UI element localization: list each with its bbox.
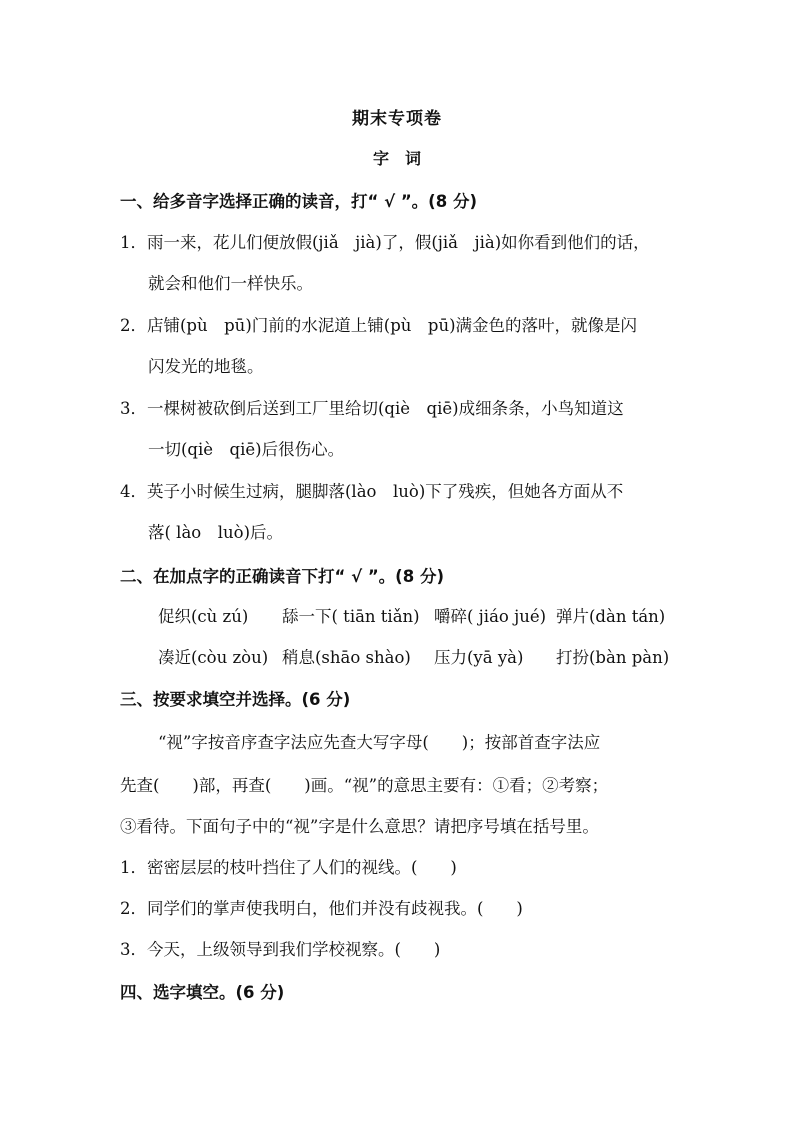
section2-word-row-1	[158, 605, 665, 629]
section3-item2: 2．同学们的掌声使我明白，他们并没有歧视我。( )	[120, 899, 523, 918]
section1-item3-line2: 一切(qiè qiē)后很伤心。	[148, 440, 345, 459]
section1-item2-line2: 闪发光的地毯。	[148, 357, 264, 376]
section3-heading: 三、按要求填空并选择。(6 分)	[120, 690, 351, 709]
word-item: 弹片(dàn tán)	[556, 607, 666, 626]
section3-item1: 1．密密层层的枝叶挡住了人们的视线。( )	[120, 858, 457, 877]
page-title: 期末专项卷	[352, 109, 442, 129]
section3-para-line1: “视”字按音序查字法应先查大写字母( )；按部首查字法应	[158, 733, 601, 752]
word-item: 打扮(bàn pàn)	[556, 648, 670, 667]
word-item: 促织(cù zú)	[158, 607, 249, 626]
word-item: 嚼碎( jiáo jué)	[434, 607, 547, 626]
section1-item4-line1: 4．英子小时候生过病，腿脚落(lào luò)下了残疾，但她各方面从不	[120, 482, 624, 501]
section1-item1-line2: 就会和他们一样快乐。	[148, 274, 313, 293]
word-item: 凑近(còu zòu)	[158, 648, 269, 667]
section1-item1-line1: 1．雨一来，花儿们便放假(jiǎ jià)了，假(jiǎ jià)如你看到他们的话，	[120, 233, 650, 252]
section1-heading: 一、给多音字选择正确的读音，打“ √ ”。(8 分)	[120, 192, 477, 211]
section1-item3-line1: 3．一棵树被砍倒后送到工厂里给切(qiè qiē)成细条条，小鸟知道这	[120, 399, 624, 418]
word-item: 舔一下( tiān tiǎn)	[282, 607, 420, 626]
section1-item4-line2: 落( lào luò)后。	[148, 523, 284, 542]
page-subtitle: 字 词	[372, 149, 421, 168]
section2-word-row-2	[158, 646, 669, 670]
word-item: 压力(yā yà)	[434, 648, 524, 667]
section1-item2-line1: 2．店铺(pù pū)门前的水泥道上铺(pù pū)满金色的落叶，就像是闪	[120, 316, 638, 335]
section3-item3: 3．今天，上级领导到我们学校视察。( )	[120, 940, 441, 959]
section2-heading: 二、在加点字的正确读音下打“ √ ”。(8 分)	[120, 567, 444, 586]
section3-para-line2: 先查( )部，再查( )画。“视”的意思主要有：①看；②考察；	[120, 776, 609, 795]
word-item: 稍息(shāo shào)	[282, 648, 411, 667]
section3-para-line3: ③看待。下面句子中的“视”字是什么意思？请把序号填在括号里。	[120, 817, 599, 836]
section4-heading: 四、选字填空。(6 分)	[120, 983, 285, 1002]
